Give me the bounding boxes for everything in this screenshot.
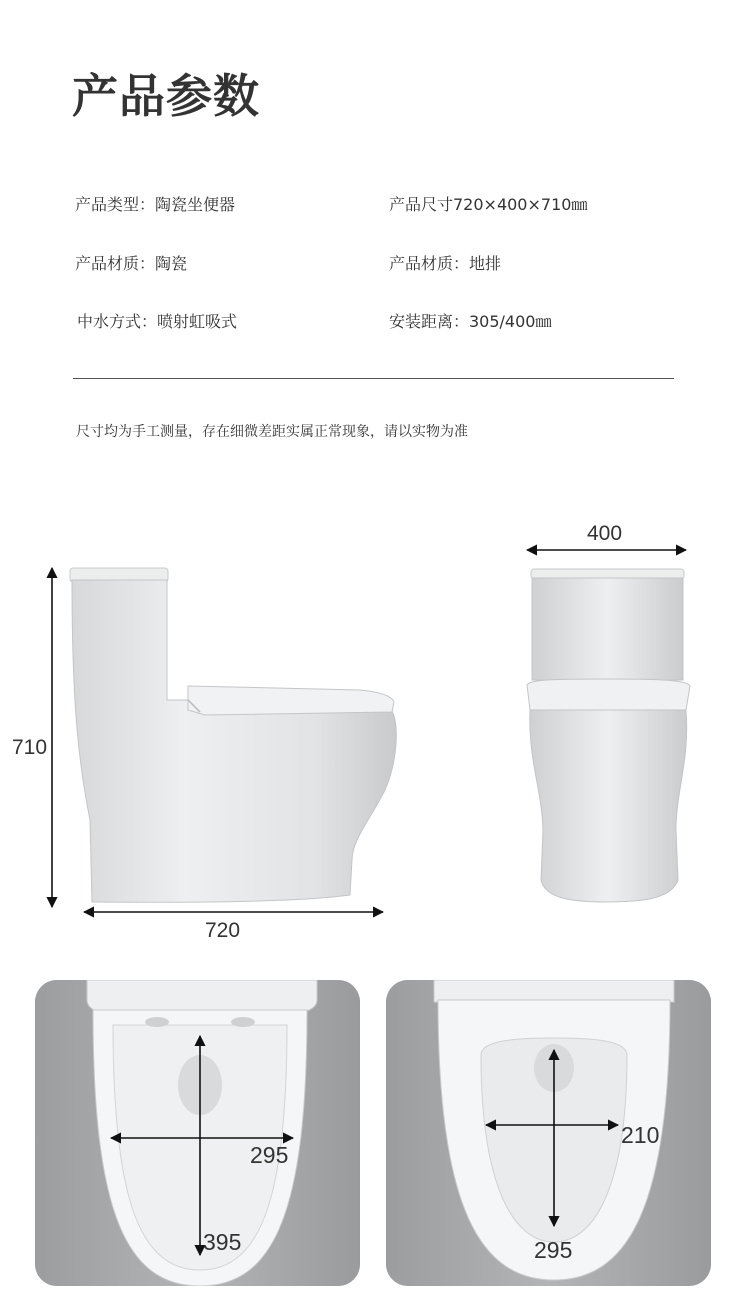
page-title: 产品参数 [72,69,260,123]
bowl-top-view-left [35,980,360,1286]
spec-material: 产品材质：陶瓷 [75,254,188,273]
side-length-label: 720 [205,919,241,942]
measurement-note: 尺寸均为手工测量，存在细微差距实属正常现象，请以实物为准 [76,424,468,440]
left-panel-length-label: 395 [203,1229,242,1255]
spec-drain: 产品材质：地排 [389,254,502,273]
front-width-label: 400 [587,522,623,545]
spec-product-size: 产品尺寸720×400×710㎜ [389,195,588,214]
toilet-side-view [70,568,396,902]
toilet-front-view [527,569,690,902]
right-panel-width-label: 210 [621,1122,660,1148]
side-height-label: 710 [12,736,48,759]
bowl-top-view-right [386,980,711,1286]
spec-product-type: 产品类型：陶瓷坐便器 [75,195,236,214]
left-panel-width-label: 295 [250,1142,289,1168]
right-panel-length-label: 295 [534,1237,573,1263]
spec-rough-in: 安装距离：305/400㎜ [389,312,552,331]
spec-flush-method: 中水方式：喷射虹吸式 [77,312,238,331]
